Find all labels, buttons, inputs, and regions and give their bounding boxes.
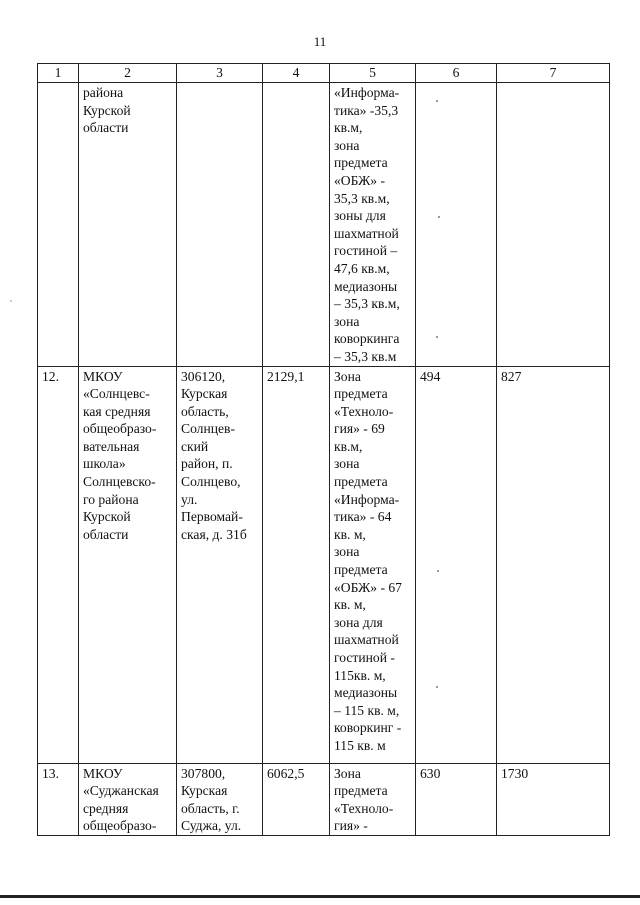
cell-line: гостиной - xyxy=(334,650,395,665)
cell-line: предмета xyxy=(334,474,388,490)
column-6-cell xyxy=(416,83,497,367)
row-number-cell: 13. xyxy=(38,763,79,835)
zones-cell xyxy=(330,83,416,367)
cell-line: общеобразо- xyxy=(83,421,157,437)
cell-line: предмета xyxy=(334,386,388,402)
cell-line: область, xyxy=(181,403,229,419)
column-header: 4 xyxy=(263,64,330,83)
cell-line: области xyxy=(83,526,129,542)
cell-line: коворкинг - xyxy=(334,720,402,736)
cell-line: Курской xyxy=(83,102,131,118)
cell-line: медиазоны xyxy=(334,685,398,701)
cell-line: тика» - 64 xyxy=(334,509,392,525)
area-cell: 2129,1 xyxy=(263,366,330,763)
column-6-cell: 630 xyxy=(416,763,497,835)
cell-line: 115кв. м, xyxy=(334,667,386,683)
scan-edge-bar xyxy=(0,895,640,898)
cell-line: 307800, xyxy=(181,765,226,781)
cell-line: ский xyxy=(181,438,209,454)
table-row xyxy=(38,83,610,367)
cell-line: Курская xyxy=(181,783,228,799)
address-cell xyxy=(177,763,263,835)
cell-line: кв.м, xyxy=(334,120,363,136)
cell-line: 115 кв. м xyxy=(334,737,386,753)
cell-line: Курской xyxy=(83,509,131,525)
cell-line: «Информа- xyxy=(334,491,400,507)
cell-line: зона для xyxy=(334,614,383,630)
cell-line: 47,6 кв.м, xyxy=(334,260,390,276)
cell-line: гия» - 69 xyxy=(334,421,385,437)
area-cell: 6062,5 xyxy=(263,763,330,835)
cell-line: Курская xyxy=(181,386,228,402)
column-header: 5 xyxy=(330,64,416,83)
zones-cell xyxy=(330,763,416,835)
cell-line: средняя xyxy=(83,800,129,816)
column-7-cell: 1730 xyxy=(497,763,610,835)
cell-line: «Техноло- xyxy=(334,800,394,816)
cell-line: Зона xyxy=(334,368,361,384)
cell-line: предмета xyxy=(334,155,388,171)
cell-line: кая средняя xyxy=(83,403,151,419)
row-number-cell xyxy=(38,83,79,367)
cell-line: «ОБЖ» - xyxy=(334,172,385,188)
cell-line: го района xyxy=(83,491,139,507)
cell-line: зона xyxy=(334,544,360,560)
column-header: 7 xyxy=(497,64,610,83)
cell-line: область, г. xyxy=(181,800,240,816)
school-name-cell xyxy=(79,763,177,835)
cell-line: шахматной xyxy=(334,225,399,241)
cell-line: предмета xyxy=(334,562,388,578)
data-table xyxy=(37,63,610,836)
cell-line: – 35,3 кв.м, xyxy=(334,296,400,312)
cell-line: кв. м, xyxy=(334,526,366,542)
school-name-cell xyxy=(79,366,177,763)
column-header: 3 xyxy=(177,64,263,83)
cell-line: «Суджанская xyxy=(83,783,159,799)
cell-line: Солнцевско- xyxy=(83,474,156,490)
cell-line: зоны для xyxy=(334,208,386,224)
cell-line: «Солнцевс- xyxy=(83,386,150,402)
address-cell xyxy=(177,83,263,367)
scan-speck xyxy=(436,686,438,688)
cell-line: Зона xyxy=(334,765,361,781)
cell-line: шахматной xyxy=(334,632,399,648)
cell-line: общеобразо- xyxy=(83,818,157,834)
cell-line: ул. xyxy=(181,491,198,507)
scan-speck xyxy=(438,216,440,218)
cell-line: вательная xyxy=(83,438,140,454)
school-name-cell xyxy=(79,83,177,367)
cell-line: – 35,3 кв.м xyxy=(334,348,397,364)
cell-line: медиазоны xyxy=(334,278,398,294)
cell-line: «Информа- xyxy=(334,85,400,100)
cell-line: МКОУ xyxy=(83,368,123,384)
cell-line: МКОУ xyxy=(83,765,123,781)
cell-line: «ОБЖ» - 67 xyxy=(334,579,402,595)
cell-line: 35,3 кв.м, xyxy=(334,190,390,206)
zones-cell xyxy=(330,366,416,763)
page-number: 11 xyxy=(313,34,327,49)
scan-speck xyxy=(437,570,439,572)
cell-line: зона xyxy=(334,313,360,329)
cell-line: школа» xyxy=(83,456,126,472)
header-row xyxy=(38,64,610,83)
row-number-cell: 12. xyxy=(38,366,79,763)
cell-line: район, п. xyxy=(181,456,233,472)
scan-speck xyxy=(436,100,438,102)
cell-line: района xyxy=(83,85,124,100)
column-7-cell xyxy=(497,83,610,367)
cell-line: зона xyxy=(334,137,360,153)
column-header: 1 xyxy=(38,64,79,83)
cell-line: Солнцево, xyxy=(181,474,241,490)
cell-line: Первомай- xyxy=(181,509,243,525)
cell-line: кв. м, xyxy=(334,597,366,613)
column-header: 6 xyxy=(416,64,497,83)
area-cell xyxy=(263,83,330,367)
cell-line: ская, д. 31б xyxy=(181,526,247,542)
cell-line: тика» -35,3 xyxy=(334,102,399,118)
column-6-cell: 494 xyxy=(416,366,497,763)
address-cell xyxy=(177,366,263,763)
cell-line: предмета xyxy=(334,783,388,799)
cell-line: коворкинга xyxy=(334,331,400,347)
column-header: 2 xyxy=(79,64,177,83)
cell-line: области xyxy=(83,120,129,136)
cell-line: гия» - xyxy=(334,818,368,834)
cell-line: кв.м, xyxy=(334,438,363,454)
table-row xyxy=(38,366,610,763)
scan-speck xyxy=(10,300,12,302)
table-row xyxy=(38,763,610,835)
cell-line: гостиной – xyxy=(334,243,398,259)
cell-line: «Техноло- xyxy=(334,403,394,419)
cell-line: 306120, xyxy=(181,368,226,384)
cell-line: Суджа, ул. xyxy=(181,818,242,834)
cell-line: зона xyxy=(334,456,360,472)
cell-line: Солнцев- xyxy=(181,421,235,437)
scan-speck xyxy=(436,336,438,338)
cell-line: – 115 кв. м, xyxy=(334,702,400,718)
column-7-cell: 827 xyxy=(497,366,610,763)
